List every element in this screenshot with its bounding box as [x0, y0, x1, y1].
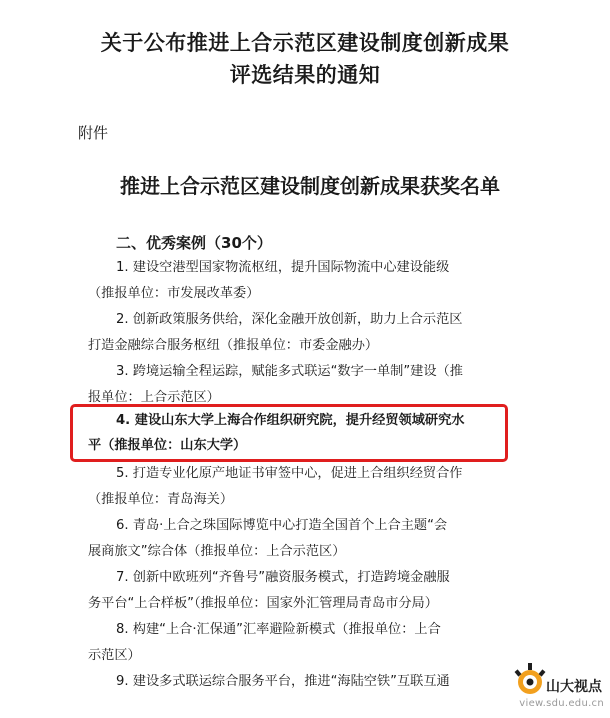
document-title-line-1: 关于公布推进上合示范区建设制度创新成果: [100, 30, 510, 55]
attachment-label: 附件: [78, 124, 109, 142]
list-title: 推进上合示范区建设制度创新成果获奖名单: [120, 174, 500, 198]
highlighted-line: 平（推报单位：山东大学）: [88, 438, 247, 453]
list-line: 9. 建设多式联运综合服务平台，推进“海陆空铁”互联互通: [116, 674, 450, 689]
watermark-url: view.sdu.edu.cn: [519, 698, 604, 709]
list-line: 示范区）: [88, 648, 141, 663]
list-line: 6. 青岛·上合之珠国际博览中心打造全国首个上合主题“会: [116, 518, 448, 533]
list-line: 3. 跨境运输全程运踪，赋能多式联运“数字一单制”建设（推: [116, 364, 463, 379]
list-line: 报单位：上合示范区）: [88, 390, 220, 405]
list-line: （推报单位：市发展改革委）: [88, 286, 260, 301]
list-line: 展商旅文”综合体（推报单位：上合示范区）: [88, 544, 346, 559]
list-line: 5. 打造专业化原产地证书审签中心，促进上合组织经贸合作: [116, 466, 463, 481]
list-line: 7. 创新中欧班列“齐鲁号”融资服务模式，打造跨境金融服: [116, 570, 450, 585]
list-line: （推报单位：青岛海关）: [88, 492, 234, 507]
list-line: 打造金融综合服务枢纽（推报单位：市委金融办）: [88, 338, 379, 353]
highlighted-line: 4. 建设山东大学上海合作组织研究院，提升经贸领域研究水: [116, 413, 465, 428]
highlight-box: [70, 404, 508, 462]
watermark-brand: 山大视点: [546, 679, 602, 695]
list-line: 2. 创新政策服务供给，深化金融开放创新，助力上合示范区: [116, 312, 463, 327]
list-line: 8. 构建“上合·汇保通”汇率避险新模式（推报单位：上合: [116, 622, 441, 637]
document-title-line-2: 评选结果的通知: [229, 62, 381, 87]
section-heading: 二、优秀案例（30个）: [116, 234, 272, 252]
list-line: 1. 建设空港型国家物流枢纽，提升国际物流中心建设能级: [116, 260, 450, 275]
list-line: 务平台“上合样板”（推报单位：国家外汇管理局青岛市分局）: [88, 596, 438, 611]
sdu-logo-icon: [512, 662, 548, 698]
